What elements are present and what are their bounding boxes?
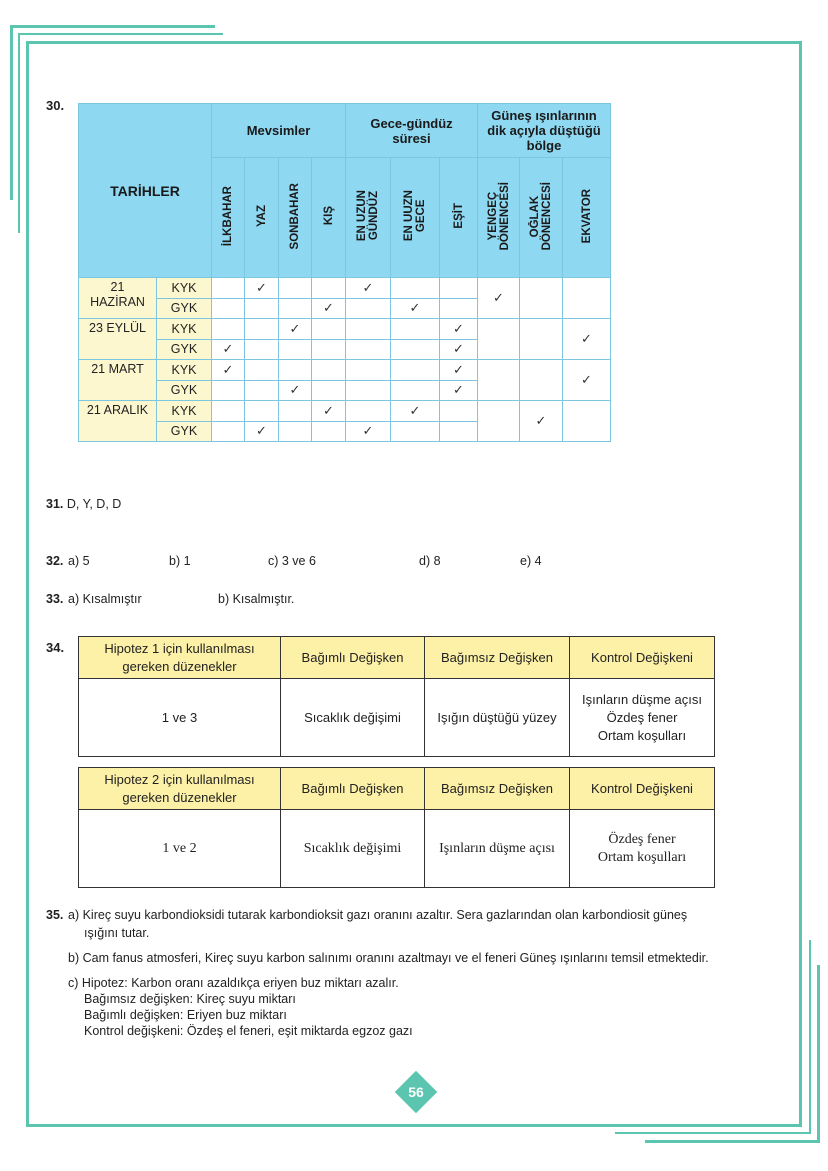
check-cell: [245, 380, 279, 401]
check-cell: [279, 298, 312, 319]
col-equator: EKVATOR: [563, 158, 611, 278]
check-cell: [312, 339, 346, 360]
sun-check-cell: [520, 278, 563, 319]
frame-right: [799, 41, 802, 1127]
hyp1-dependent-header: Bağımlı Değişken: [281, 637, 425, 679]
check-cell: [391, 421, 440, 442]
seasons-table-body: [79, 278, 611, 442]
question-32-c: c) 3 ve 6: [268, 554, 316, 568]
check-cell: [346, 401, 391, 422]
check-cell: [245, 401, 279, 422]
check-cell: ✓: [279, 319, 312, 340]
hyp1-control: Işınların düşme açısı Özdeş fener Ortam koşulları: [570, 679, 715, 757]
check-cell: [346, 339, 391, 360]
col-winter: KIŞ: [312, 158, 346, 278]
frame-left: [26, 41, 29, 1127]
check-cell: ✓: [391, 298, 440, 319]
kind-cell: KYK: [157, 319, 212, 340]
check-cell: ✓: [245, 278, 279, 299]
check-cell: [346, 298, 391, 319]
hyp2-independent-header: Bağımsız Değişken: [425, 768, 570, 810]
check-cell: [391, 319, 440, 340]
hyp2-setup: 1 ve 2: [79, 810, 281, 888]
check-cell: [212, 278, 245, 299]
check-cell: [245, 360, 279, 381]
check-cell: [346, 360, 391, 381]
sun-check-cell: [478, 360, 520, 401]
check-cell: [279, 421, 312, 442]
question-31-number: 31.: [46, 497, 64, 511]
col-summer: YAZ: [245, 158, 279, 278]
check-cell: [440, 401, 478, 422]
table-row: [79, 278, 611, 299]
question-32-e: e) 4: [520, 554, 542, 568]
sun-check-cell: [478, 319, 520, 360]
sun-check-cell: [520, 319, 563, 360]
check-cell: [279, 339, 312, 360]
kind-cell: GYK: [157, 380, 212, 401]
seasons-table: [78, 103, 611, 442]
check-cell: [279, 360, 312, 381]
check-cell: [312, 380, 346, 401]
frame-left-mid: [18, 33, 20, 233]
question-35-c-line1: c) Hipotez: Karbon oranı azaldıkça eriyen buz miktarı azalır.: [68, 976, 399, 990]
question-35-number: 35.: [46, 908, 64, 922]
date-june-21: 21 HAZİRAN: [79, 278, 157, 319]
col-cancer: YENGEÇ DÖNENCESİ: [478, 158, 520, 278]
check-cell: [346, 319, 391, 340]
question-34-number: 34.: [46, 640, 65, 655]
hyp1-dependent: Sıcaklık değişimi: [281, 679, 425, 757]
kind-cell: KYK: [157, 278, 212, 299]
hypothesis-2-table: [78, 767, 715, 888]
sun-check-cell: [520, 360, 563, 401]
group-sun-rays: Güneş ışınlarının dik açıyla düştüğü bölge: [478, 104, 611, 158]
page-number: 56: [408, 1084, 424, 1100]
question-35-a-line2: ışığını tutar.: [84, 926, 150, 940]
check-cell: [212, 319, 245, 340]
check-cell: [212, 401, 245, 422]
check-cell: ✓: [440, 319, 478, 340]
question-31: [46, 497, 121, 511]
check-cell: [391, 339, 440, 360]
sun-check-cell: ✓: [478, 278, 520, 319]
hyp1-setup-label: Hipotez 1 için kullanılması gereken düzenekler: [79, 637, 281, 679]
table-row: [79, 401, 611, 422]
question-32-a: a) 5: [68, 554, 90, 568]
check-cell: ✓: [440, 360, 478, 381]
date-march-21: 21 MART: [79, 360, 157, 401]
question-33-number: 33.: [46, 592, 64, 606]
table-row: [79, 319, 611, 340]
check-cell: [279, 401, 312, 422]
col-longest-day: EN UZUN GÜNDÜZ: [346, 158, 391, 278]
hyp2-setup-label: Hipotez 2 için kullanılması gereken düzenekler: [79, 768, 281, 810]
kind-cell: KYK: [157, 401, 212, 422]
check-cell: [440, 421, 478, 442]
group-day-night: Gece-gündüz süresi: [346, 104, 478, 158]
check-cell: [440, 298, 478, 319]
check-cell: [212, 380, 245, 401]
check-cell: ✓: [245, 421, 279, 442]
hyp2-dependent: Sıcaklık değişimi: [281, 810, 425, 888]
question-30-number: 30.: [46, 98, 65, 113]
col-longest-night: EN UUZN GECE: [391, 158, 440, 278]
frame-top: [26, 41, 802, 44]
question-32-d: d) 8: [419, 554, 441, 568]
group-seasons: Mevsimler: [212, 104, 346, 158]
check-cell: [312, 421, 346, 442]
col-equal: EŞİT: [440, 158, 478, 278]
sun-check-cell: [563, 401, 611, 442]
question-32-number: 32.: [46, 554, 64, 568]
col-spring: İLKBAHAR: [212, 158, 245, 278]
check-cell: [312, 278, 346, 299]
kind-cell: GYK: [157, 339, 212, 360]
question-31-answer: D, Y, D, D: [66, 497, 122, 511]
hyp2-dependent-header: Bağımlı Değişken: [281, 768, 425, 810]
sun-check-cell: [478, 401, 520, 442]
check-cell: [391, 278, 440, 299]
check-cell: [346, 380, 391, 401]
check-cell: [279, 278, 312, 299]
sun-check-cell: [563, 278, 611, 319]
hyp1-setup: 1 ve 3: [79, 679, 281, 757]
question-32-b: b) 1: [169, 554, 191, 568]
question-35-a-line1: a) Kireç suyu karbondioksidi tutarak karbondioksit gazı oranını azaltır. Sera gazlarından olan karbondiosit güneş: [68, 908, 688, 922]
check-cell: [212, 298, 245, 319]
check-cell: ✓: [212, 339, 245, 360]
hypothesis-1-table: [78, 636, 715, 757]
check-cell: ✓: [391, 401, 440, 422]
check-cell: [312, 319, 346, 340]
frame-right-outer: [817, 965, 820, 1143]
frame-bottom-right-mid: [615, 1132, 811, 1134]
hyp1-independent: Işığın düştüğü yüzey: [425, 679, 570, 757]
frame-left-outer: [10, 25, 13, 200]
check-cell: ✓: [440, 380, 478, 401]
check-cell: ✓: [312, 401, 346, 422]
check-cell: [391, 380, 440, 401]
frame-bottom-right-outer: [645, 1140, 819, 1143]
check-cell: [312, 360, 346, 381]
hyp1-independent-header: Bağımsız Değişken: [425, 637, 570, 679]
frame-bottom: [26, 1124, 802, 1127]
frame-top-left-mid: [18, 33, 223, 35]
check-cell: ✓: [212, 360, 245, 381]
col-capricorn: OĞLAK DÖNENCESİ: [520, 158, 563, 278]
hyp2-control-header: Kontrol Değişkeni: [570, 768, 715, 810]
dates-header: TARİHLER: [79, 104, 212, 278]
col-autumn: SONBAHAR: [279, 158, 312, 278]
table-row: [79, 360, 611, 381]
check-cell: ✓: [312, 298, 346, 319]
sun-check-cell: ✓: [563, 360, 611, 401]
check-cell: ✓: [346, 421, 391, 442]
check-cell: [440, 278, 478, 299]
kind-cell: GYK: [157, 421, 212, 442]
check-cell: ✓: [346, 278, 391, 299]
question-33-a: a) Kısalmıştır: [68, 592, 142, 606]
check-cell: [391, 360, 440, 381]
kind-cell: GYK: [157, 298, 212, 319]
date-dec-21: 21 ARALIK: [79, 401, 157, 442]
kind-cell: KYK: [157, 360, 212, 381]
question-33-b: b) Kısalmıştır.: [218, 592, 295, 606]
frame-right-mid: [809, 940, 811, 1134]
frame-top-left-outer: [10, 25, 215, 28]
check-cell: [212, 421, 245, 442]
question-35-c-line4: Kontrol değişkeni: Özdeş el feneri, eşit miktarda egzoz gazı: [84, 1024, 413, 1038]
sun-check-cell: ✓: [520, 401, 563, 442]
question-35-c-line2: Bağımsız değişken: Kireç suyu miktarı: [84, 992, 296, 1006]
hyp1-control-header: Kontrol Değişkeni: [570, 637, 715, 679]
hyp2-independent: Işınların düşme açısı: [425, 810, 570, 888]
check-cell: ✓: [440, 339, 478, 360]
date-sept-23: 23 EYLÜL: [79, 319, 157, 360]
sun-check-cell: ✓: [563, 319, 611, 360]
check-cell: [245, 339, 279, 360]
check-cell: [245, 319, 279, 340]
check-cell: [245, 298, 279, 319]
hyp2-control: Özdeş fener Ortam koşulları: [570, 810, 715, 888]
check-cell: ✓: [279, 380, 312, 401]
question-35-c-line3: Bağımlı değişken: Eriyen buz miktarı: [84, 1008, 287, 1022]
question-35-b: b) Cam fanus atmosferi, Kireç suyu karbon salınımı oranını azaltmayı ve el feneri Güneş ışınlarını temsil etmektedir.: [68, 951, 709, 965]
